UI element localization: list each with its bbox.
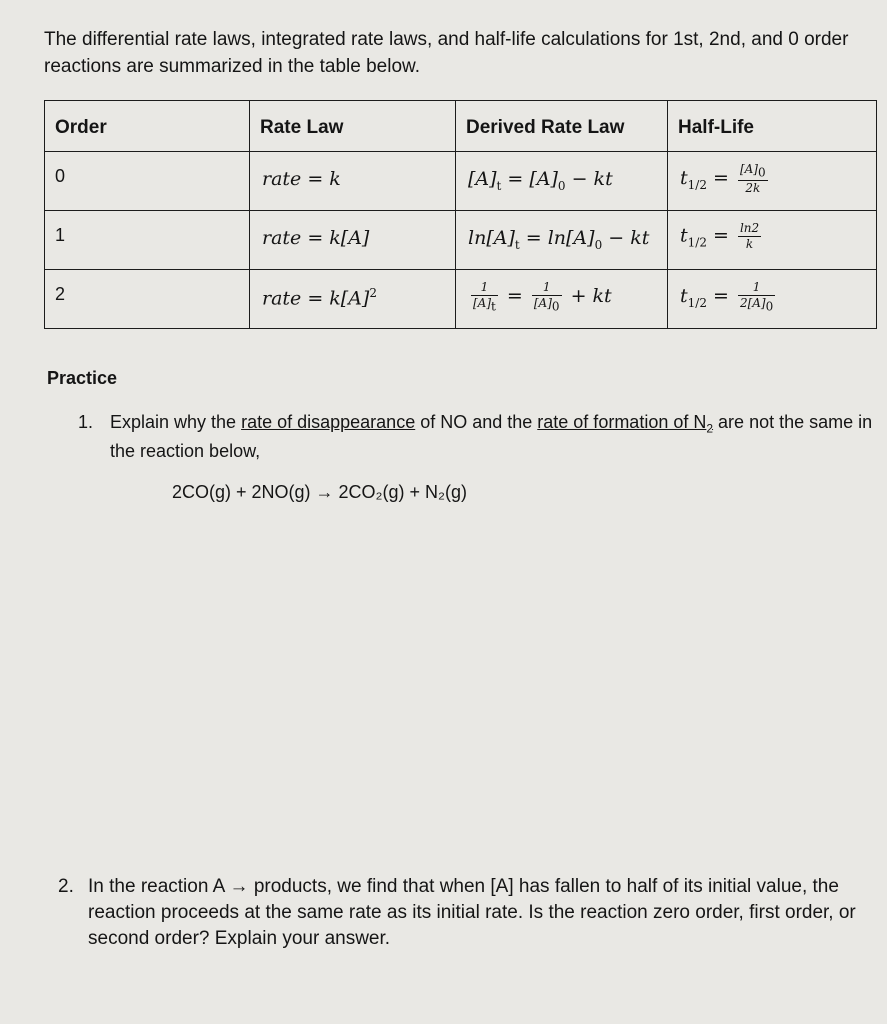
question-1-number: 1. xyxy=(78,412,94,432)
half-life-cell xyxy=(668,270,877,329)
rate-law-zero: rate = k xyxy=(262,168,341,190)
table-row xyxy=(45,211,877,270)
header-order: Order xyxy=(45,101,250,152)
derived-law-cell xyxy=(456,152,668,211)
header-half-life: Half-Life xyxy=(668,101,877,152)
question-2-text: In the reaction A → products, we find that when [A] has fallen to half of its initial value, the reaction proceeds at the same rate as its initial rate. Is the reaction zero order, first order, or second order? Explain your answer. xyxy=(88,876,856,949)
derived-law-cell xyxy=(456,211,668,270)
question-2-number: 2. xyxy=(58,876,74,897)
intro-paragraph: The differential rate laws, integrated rate laws, and half-life calculations for 1st, 2nd, and 0 order reactions are summarized in the table below. xyxy=(44,29,849,77)
derived-law-zero: $[A]_t = [A]_0$ − kt xyxy=(468,168,613,193)
order-cell: 0 xyxy=(45,152,250,211)
header-derived-rate-law: Derived Rate Law xyxy=(456,101,668,152)
question-2 xyxy=(58,874,858,952)
rate-law-table xyxy=(44,100,877,329)
derived-law-cell xyxy=(456,270,668,329)
half-life-first: $t_{1/2}$ = $\frac{\ln 2}{k}$ xyxy=(680,221,760,251)
order-cell: 2 xyxy=(45,270,250,329)
derived-law-first: $\ln[A]_t = \ln[A]_0$ − kt xyxy=(468,227,650,252)
reaction-equation: 2CO(g) + 2NO(g) → 2CO₂(g) + N₂(g) xyxy=(172,482,468,502)
rate-law-second: rate = $k[A]^2$ xyxy=(262,286,377,310)
practice-heading: Practice xyxy=(47,368,118,388)
table-row xyxy=(45,270,877,329)
order-cell: 1 xyxy=(45,211,250,270)
derived-law-second: $\frac{1}{[A]_t}$ = $\frac{1}{[A]_0}$ + kt xyxy=(473,280,612,314)
half-life-cell xyxy=(668,152,877,211)
question-1 xyxy=(78,411,878,462)
table-row xyxy=(45,152,877,211)
table-header-row xyxy=(45,101,877,152)
rate-law-cell xyxy=(250,152,456,211)
half-life-cell xyxy=(668,211,877,270)
half-life-second: $t_{1/2}$ = $\frac{1}{2[A]_0}$ xyxy=(680,280,774,314)
rate-law-cell xyxy=(250,270,456,329)
question-1-text: Explain why the rate of disappearance of NO and the rate of formation of $N_2$ are not the same in the reaction below, xyxy=(110,412,873,461)
half-life-zero: $t_{1/2}$ = $\frac{[A]_0}{2k}$ xyxy=(680,162,766,196)
rate-law-first: rate = k[A] xyxy=(262,227,370,249)
header-rate-law: Rate Law xyxy=(250,101,456,152)
rate-law-cell xyxy=(250,211,456,270)
